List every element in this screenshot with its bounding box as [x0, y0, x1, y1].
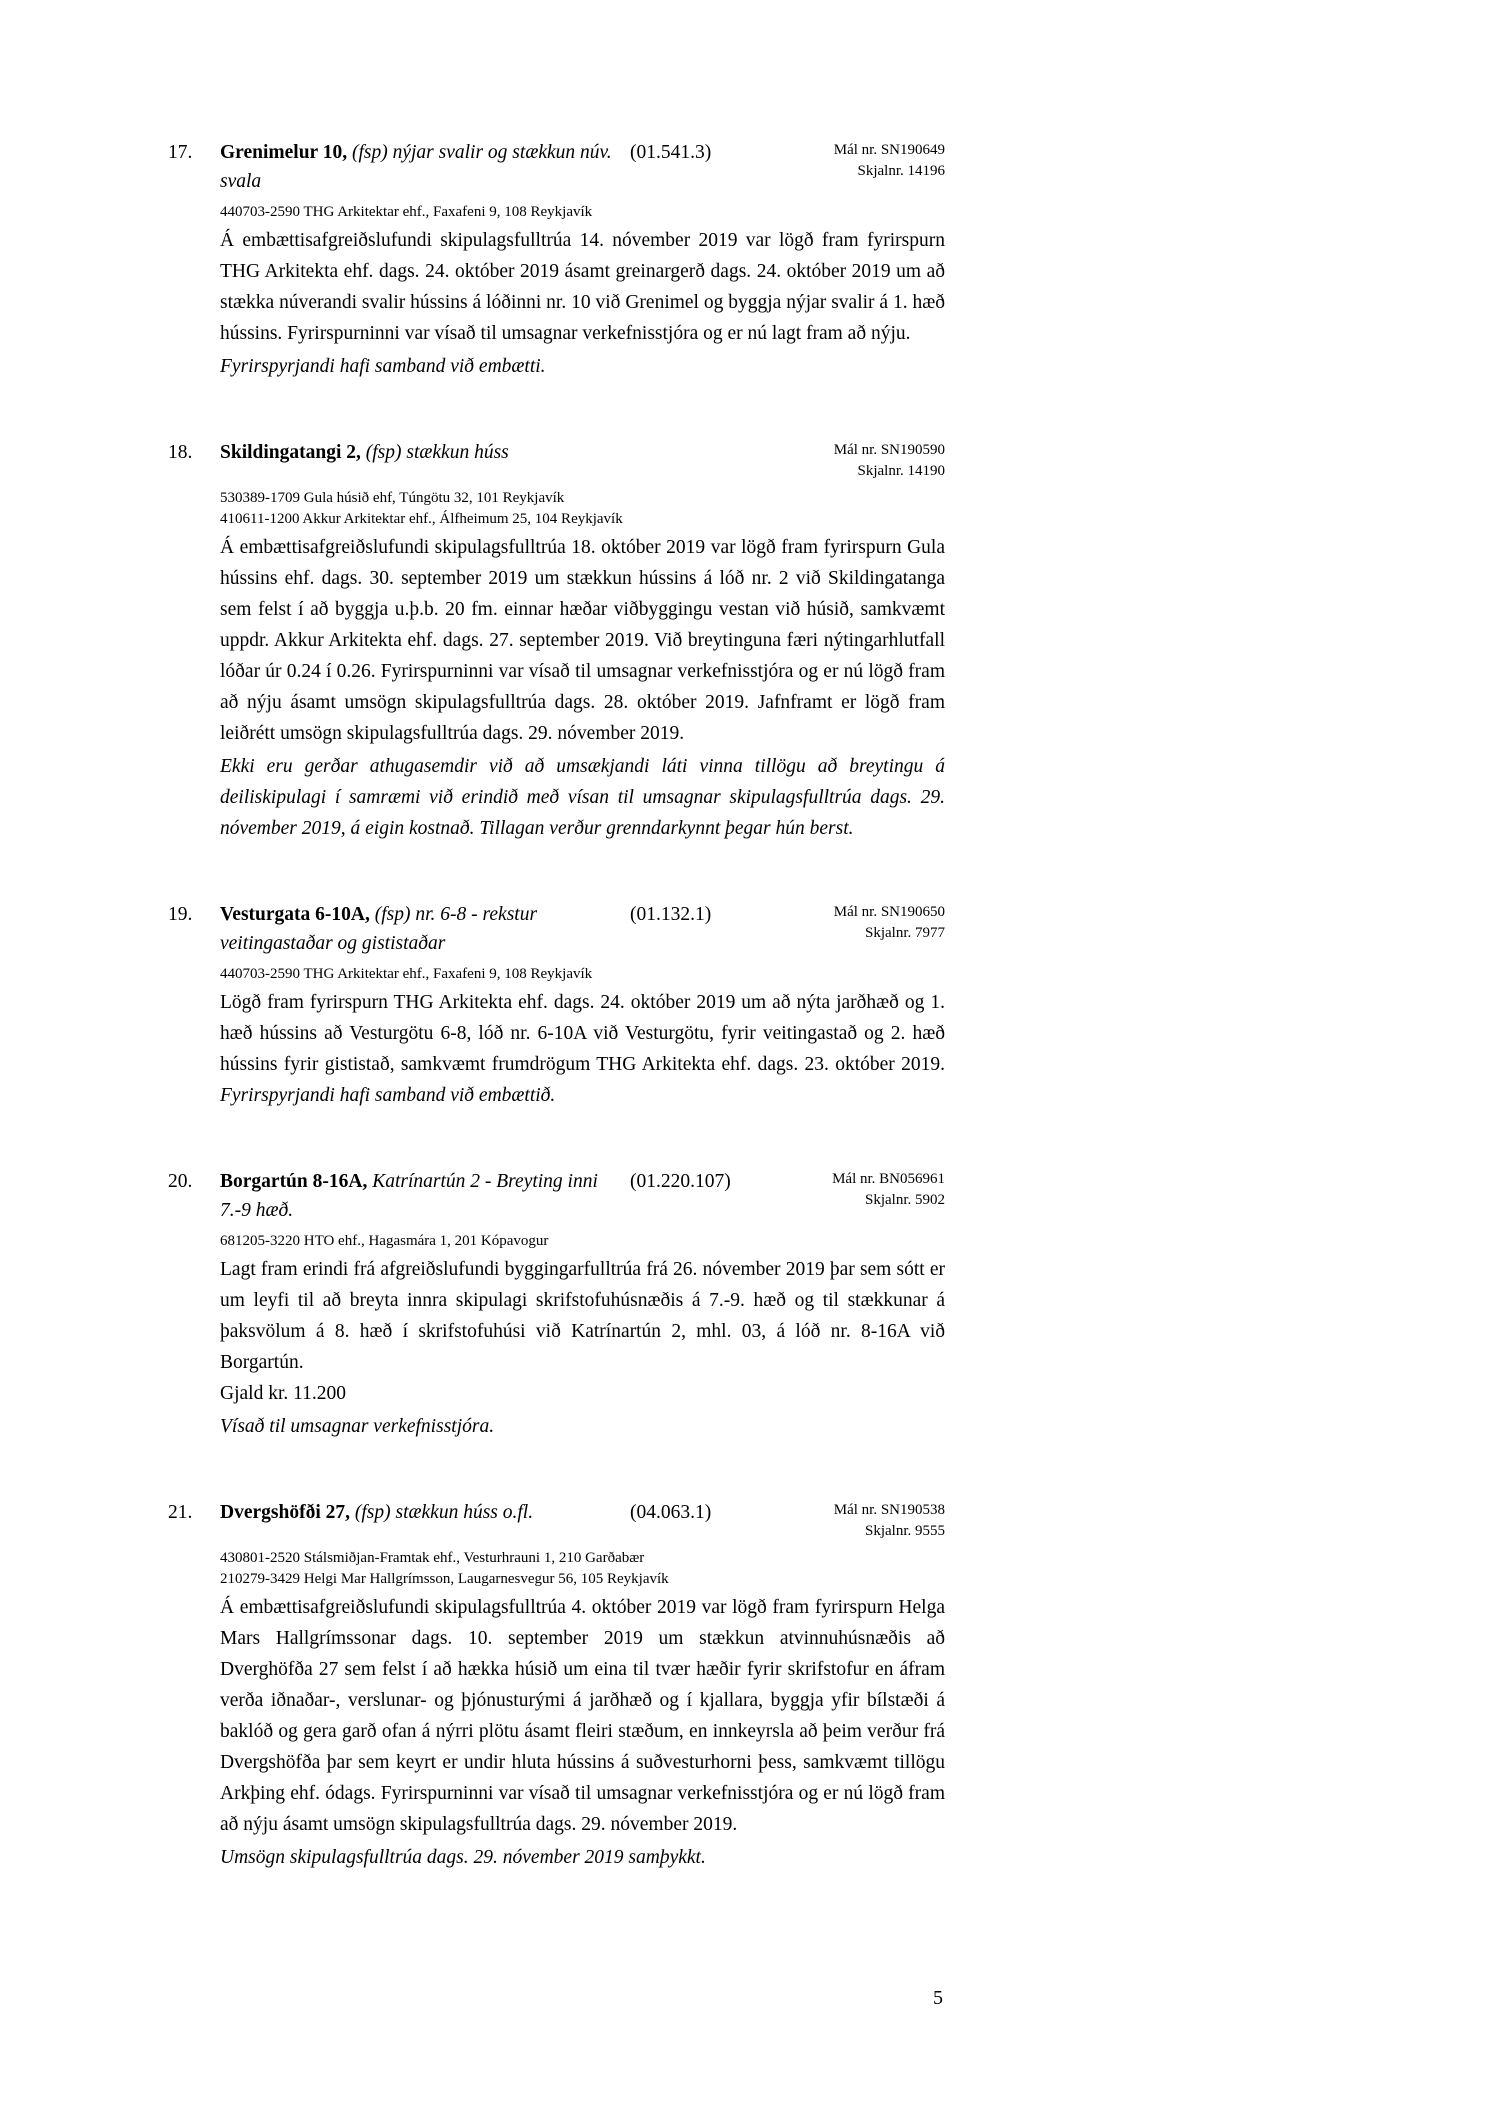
- item-number: 20.: [168, 1171, 193, 1192]
- case-number: Mál nr. SN190538: [833, 1502, 945, 1518]
- item-note-inline: Fyrirspyrjandi hafi samband við embættið.: [220, 1085, 556, 1106]
- applicant-addresses: [220, 964, 945, 985]
- item-title-address: Borgartún 8-16A,: [220, 1171, 368, 1192]
- item-case-info: [758, 438, 945, 482]
- item-note: Umsögn skipulagsfulltrúa dags. 29. nóvember 2019 samþykkt.: [220, 1847, 706, 1868]
- item-title-address: Skildingatangi 2,: [220, 442, 361, 463]
- item-title-address: Grenimelur 10,: [220, 142, 348, 163]
- item-body-text: Lögð fram fyrirspurn THG Arkitekta ehf. dags. 24. október 2019 um að nýta jarðhæð og 1. hæð hússins að Vesturgötu 6-8, lóð nr. 6-10A við Vesturgötu, fyrir veitingastað og 2. hæð hússins fyrir gististað, samkvæmt frumdrögum THG Arkitekta ehf. dags. 23. október 2019.: [220, 992, 945, 1075]
- agenda-item-19: [168, 900, 945, 1111]
- item-case-info: [758, 1498, 945, 1542]
- case-number: Mál nr. BN056961: [832, 1171, 945, 1187]
- item-header: [220, 1498, 945, 1542]
- applicant-address: 681205-3220 HTO ehf., Hagasmára 1, 201 Kópavogur: [220, 1233, 549, 1249]
- item-body: Á embættisafgreiðslufundi skipulagsfulltrúa 14. nóvember 2019 var lögð fram fyrirspurn THG Arkitekta ehf. dags. 24. október 2019 ásamt greinargerð dags. 24. október 2019 um að stækka núverandi svalir hússins á lóðinni nr. 10 við Grenimel og byggja nýjar svalir á 1. hæð hússins. Fyrirspurninni var vísað til umsagnar verkefnisstjóra og er nú lagt fram að nýju.: [220, 230, 945, 344]
- applicant-address: 430801-2520 Stálsmiðjan-Framtak ehf., Vesturhrauni 1, 210 Garðabær: [220, 1550, 645, 1566]
- item-area-code: (01.220.107): [630, 1171, 731, 1192]
- item-body: Á embættisafgreiðslufundi skipulagsfulltrúa 4. október 2019 var lögð fram fyrirspurn Helga Mars Hallgrímssonar dags. 10. september 2019 um stækkun atvinnuhúsnæðis að Dverghöfða 27 sem felst í að hækka húsið um eina til tvær hæðir fyrir skrifstofur en áfram verða iðnaðar-, verslunar- og þjónusturými á jarðhæð og í kjallara, byggja yfir bílstæði á baklóð og gera garð ofan á nýrri plötu ásamt fleiri stæðum, en innkeyrsla að þeim verður frá Dvergshöfða þar sem keyrt er undir hluta hússins á suðvesturhorni þess, samkvæmt tillögu Arkþing ehf. ódags. Fyrirspurninni var vísað til umsagnar verkefnisstjóra og er nú lögð fram að nýju ásamt umsögn skipulagsfulltrúa dags. 29. nóvember 2019.: [220, 1597, 945, 1835]
- agenda-item-18: [168, 438, 945, 844]
- item-number: 18.: [168, 442, 193, 463]
- item-body: Á embættisafgreiðslufundi skipulagsfulltrúa 18. október 2019 var lögð fram fyrirspurn Gula hússins ehf. dags. 30. september 2019 um stækkun hússins á lóð nr. 2 við Skildingatanga sem felst í að byggja u.þ.b. 20 fm. einnar hæðar viðbyggingu vestan við húsið, samkvæmt uppdr. Akkur Arkitekta ehf. dags. 27. september 2019. Við breytinguna færi nýtingarhlutfall lóðar úr 0.24 í 0.26. Fyrirspurninni var vísað til umsagnar verkefnisstjóra og er nú lögð fram að nýju ásamt umsögn skipulagsfulltrúa dags. 28. október 2019. Jafnframt er lögð fram leiðrétt umsögn skipulagsfulltrúa dags. 29. nóvember 2019.: [220, 537, 945, 744]
- item-header: [220, 138, 945, 196]
- item-case-info: [758, 900, 945, 944]
- item-title-subject: (fsp) nýjar svalir og stækkun núv. svala: [220, 142, 612, 192]
- agenda-item-20: [168, 1167, 945, 1442]
- item-title: [220, 1167, 630, 1225]
- document-number: Skjalnr. 7977: [864, 925, 945, 941]
- agenda-item-21: [168, 1498, 945, 1873]
- item-title-subject: (fsp) nr. 6-8 - rekstur veitingastaðar og gististaðar: [220, 904, 538, 954]
- item-note: Ekki eru gerðar athugasemdir við að umsækjandi láti vinna tillögu að breytingu á deiliskipulagi í samræmi við erindið með vísan til umsagnar skipulagsfulltrúa dags. 29. nóvember 2019, á eigin kostnað. Tillagan verður grenndarkynnt þegar hún berst.: [220, 756, 945, 839]
- agenda-item-17: [168, 138, 945, 382]
- applicant-address: 530389-1709 Gula húsið ehf, Túngötu 32, 101 Reykjavík: [220, 490, 565, 506]
- document-number: Skjalnr. 5902: [864, 1192, 945, 1208]
- applicant-addresses: [220, 1548, 945, 1590]
- item-title-address: Vesturgata 6-10A,: [220, 904, 370, 925]
- item-area-code: (01.132.1): [630, 904, 712, 925]
- item-case-info: [758, 138, 945, 182]
- item-title-subject: Katrínartún 2 - Breyting inni 7.-9 hæð.: [220, 1171, 598, 1221]
- applicant-address: 410611-1200 Akkur Arkitektar ehf., Álfheimum 25, 104 Reykjavík: [220, 511, 623, 527]
- applicant-addresses: [220, 1231, 945, 1252]
- item-header: [220, 1167, 945, 1225]
- item-number: 19.: [168, 904, 193, 925]
- document-number: Skjalnr. 9555: [864, 1523, 945, 1539]
- item-header: [220, 438, 945, 482]
- item-note: Vísað til umsagnar verkefnisstjóra.: [220, 1416, 495, 1437]
- item-area-code: (01.541.3): [630, 142, 712, 163]
- applicant-addresses: [220, 202, 945, 223]
- applicant-address: 210279-3429 Helgi Mar Hallgrímsson, Laugarnesvegur 56, 105 Reykjavík: [220, 1571, 669, 1587]
- item-title: [220, 900, 630, 958]
- item-body: [220, 987, 945, 1111]
- item-title-subject: (fsp) stækkun húss: [365, 442, 509, 463]
- applicant-address: 440703-2590 THG Arkitektar ehf., Faxafeni 9, 108 Reykjavík: [220, 204, 593, 220]
- case-number: Mál nr. SN190650: [833, 904, 945, 920]
- case-number: Mál nr. SN190590: [833, 442, 945, 458]
- item-header: [220, 900, 945, 958]
- page-number: 5: [933, 1987, 943, 2009]
- applicant-address: 440703-2590 THG Arkitektar ehf., Faxafeni 9, 108 Reykjavík: [220, 966, 593, 982]
- item-title-address: Dvergshöfði 27,: [220, 1502, 350, 1523]
- item-title: [220, 438, 630, 467]
- case-number: Mál nr. SN190649: [833, 142, 945, 158]
- document-number: Skjalnr. 14190: [857, 463, 945, 479]
- item-title-subject: (fsp) stækkun húss o.fl.: [354, 1502, 534, 1523]
- applicant-addresses: [220, 488, 945, 530]
- item-fee: Gjald kr. 11.200: [220, 1383, 347, 1404]
- item-body: Lagt fram erindi frá afgreiðslufundi byggingarfulltrúa frá 26. nóvember 2019 þar sem sótt er um leyfi til að breyta innra skipulagi skrifstofuhúsnæðis á 7.-9. hæð og til stækkunar á þaksvölum á 8. hæð í skrifstofuhúsi við Katrínartún 2, mhl. 03, á lóð nr. 8-16A við Borgartún.: [220, 1259, 945, 1373]
- item-area-code: (04.063.1): [630, 1502, 712, 1523]
- item-number: 17.: [168, 142, 193, 163]
- item-title: [220, 138, 630, 196]
- item-number: 21.: [168, 1502, 193, 1523]
- document-number: Skjalnr. 14196: [857, 163, 945, 179]
- item-title: [220, 1498, 630, 1527]
- item-note: Fyrirspyrjandi hafi samband við embætti.: [220, 356, 546, 377]
- item-case-info: [758, 1167, 945, 1211]
